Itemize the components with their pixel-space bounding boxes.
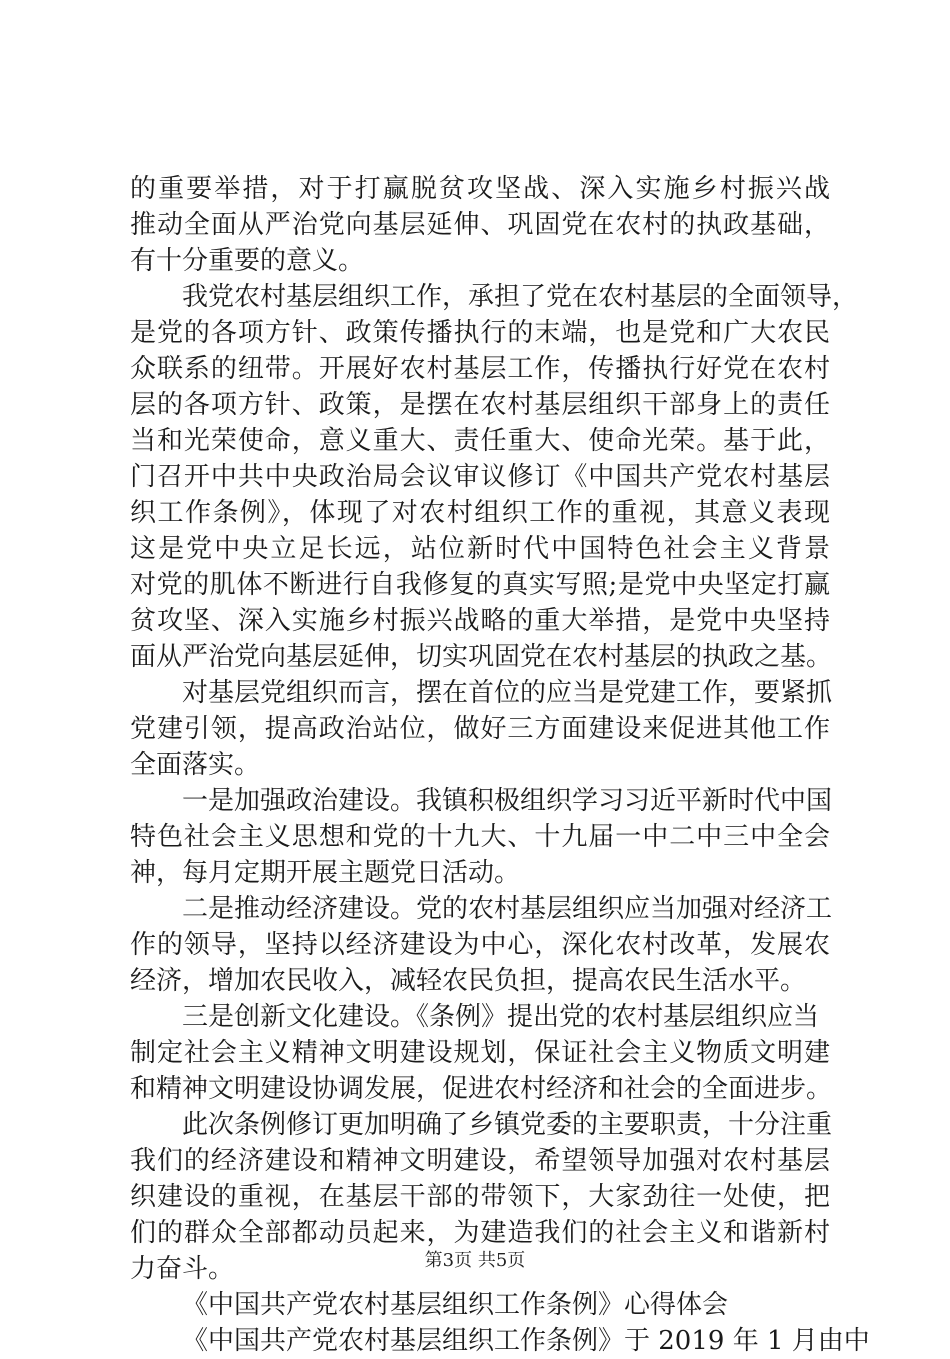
text-line: 制定社会主义精神文明建设规划，保证社会主义物质文明建 xyxy=(130,1038,830,1068)
text-line: 贫攻坚、深入实施乡村振兴战略的重大举措，是党中央坚持 xyxy=(130,606,830,636)
text-line: 的重要举措，对于打赢脱贫攻坚战、深入实施乡村振兴战 xyxy=(130,174,830,204)
text-line: 门召开中共中央政治局会议审议修订《中国共产党农村基层 xyxy=(130,462,830,492)
page-number-footer: 第3页 共5页 xyxy=(424,1250,526,1271)
text-line: 当和光荣使命，意义重大、责任重大、使命光荣。基于此， xyxy=(130,426,830,456)
text-line: 对党的肌体不断进行自我修复的真实写照;是党中央坚定打赢 xyxy=(130,570,830,600)
body-text xyxy=(130,171,870,1359)
text-line: 全面落实。 xyxy=(130,750,261,780)
text-line: 经济，增加农民收入，减轻农民负担，提高农民生活水平。 xyxy=(130,966,807,996)
text-line: 党建引领，提高政治站位，做好三方面建设来促进其他工作 xyxy=(130,714,830,744)
text-line: 推动全面从严治党向基层延伸、巩固党在农村的执政基础， xyxy=(130,210,830,240)
text-line: 作的领导，坚持以经济建设为中心，深化农村改革，发展农 xyxy=(130,930,830,960)
text-line: 和精神文明建设协调发展，促进农村经济和社会的全面进步。 xyxy=(130,1074,833,1104)
text-line: 织工作条例》，体现了对农村组织工作的重视，其意义表现 xyxy=(130,498,830,528)
text-line: 力奋斗。 xyxy=(130,1254,235,1284)
text-line: 众联系的纽带。开展好农村基层工作，传播执行好党在农村 xyxy=(130,354,830,384)
paragraph-first-line: 对基层党组织而言，摆在首位的应当是党建工作，要紧抓 xyxy=(182,678,833,708)
section-heading: 《中国共产党农村基层组织工作条例》心得体会 xyxy=(182,1290,729,1320)
text-line: 神，每月定期开展主题党日活动。 xyxy=(130,858,521,888)
text-line: 面从严治党向基层延伸，切实巩固党在农村基层的执政之基。 xyxy=(130,642,833,672)
paragraph-first-line: 二是推动经济建设。党的农村基层组织应当加强对经济工 xyxy=(182,894,833,924)
paragraph-first-line: 《中国共产党农村基层组织工作条例》于 2019 年 1 月由中 xyxy=(182,1326,870,1356)
text-line: 这是党中央立足长远，站位新时代中国特色社会主义背景 xyxy=(130,534,830,564)
text-line: 特色社会主义思想和党的十九大、十九届一中二中三中全会 xyxy=(130,822,830,852)
paragraph-first-line: 一是加强政治建设。我镇积极组织学习习近平新时代中国 xyxy=(182,786,833,816)
paragraph-first-line: 我党农村基层组织工作，承担了党在农村基层的全面领导， xyxy=(182,282,859,312)
text-line: 我们的经济建设和精神文明建设，希望领导加强对农村基层 xyxy=(130,1146,830,1176)
text-line: 织建设的重视，在基层干部的带领下，大家劲往一处使，把 xyxy=(130,1182,830,1212)
text-line: 层的各项方针、政策，是摆在农村基层组织干部身上的责任 xyxy=(130,390,830,420)
text-line: 有十分重要的意义。 xyxy=(130,246,365,276)
text-line: 是党的各项方针、政策传播执行的末端，也是党和广大农民 xyxy=(130,318,830,348)
paragraph-first-line: 三是创新文化建设。《条例》提出党的农村基层组织应当 xyxy=(182,1002,820,1032)
paragraph-first-line: 此次条例修订更加明确了乡镇党委的主要职责，十分注重 xyxy=(182,1110,833,1140)
text-line: 们的群众全部都动员起来，为建造我们的社会主义和谐新村 xyxy=(130,1218,830,1248)
